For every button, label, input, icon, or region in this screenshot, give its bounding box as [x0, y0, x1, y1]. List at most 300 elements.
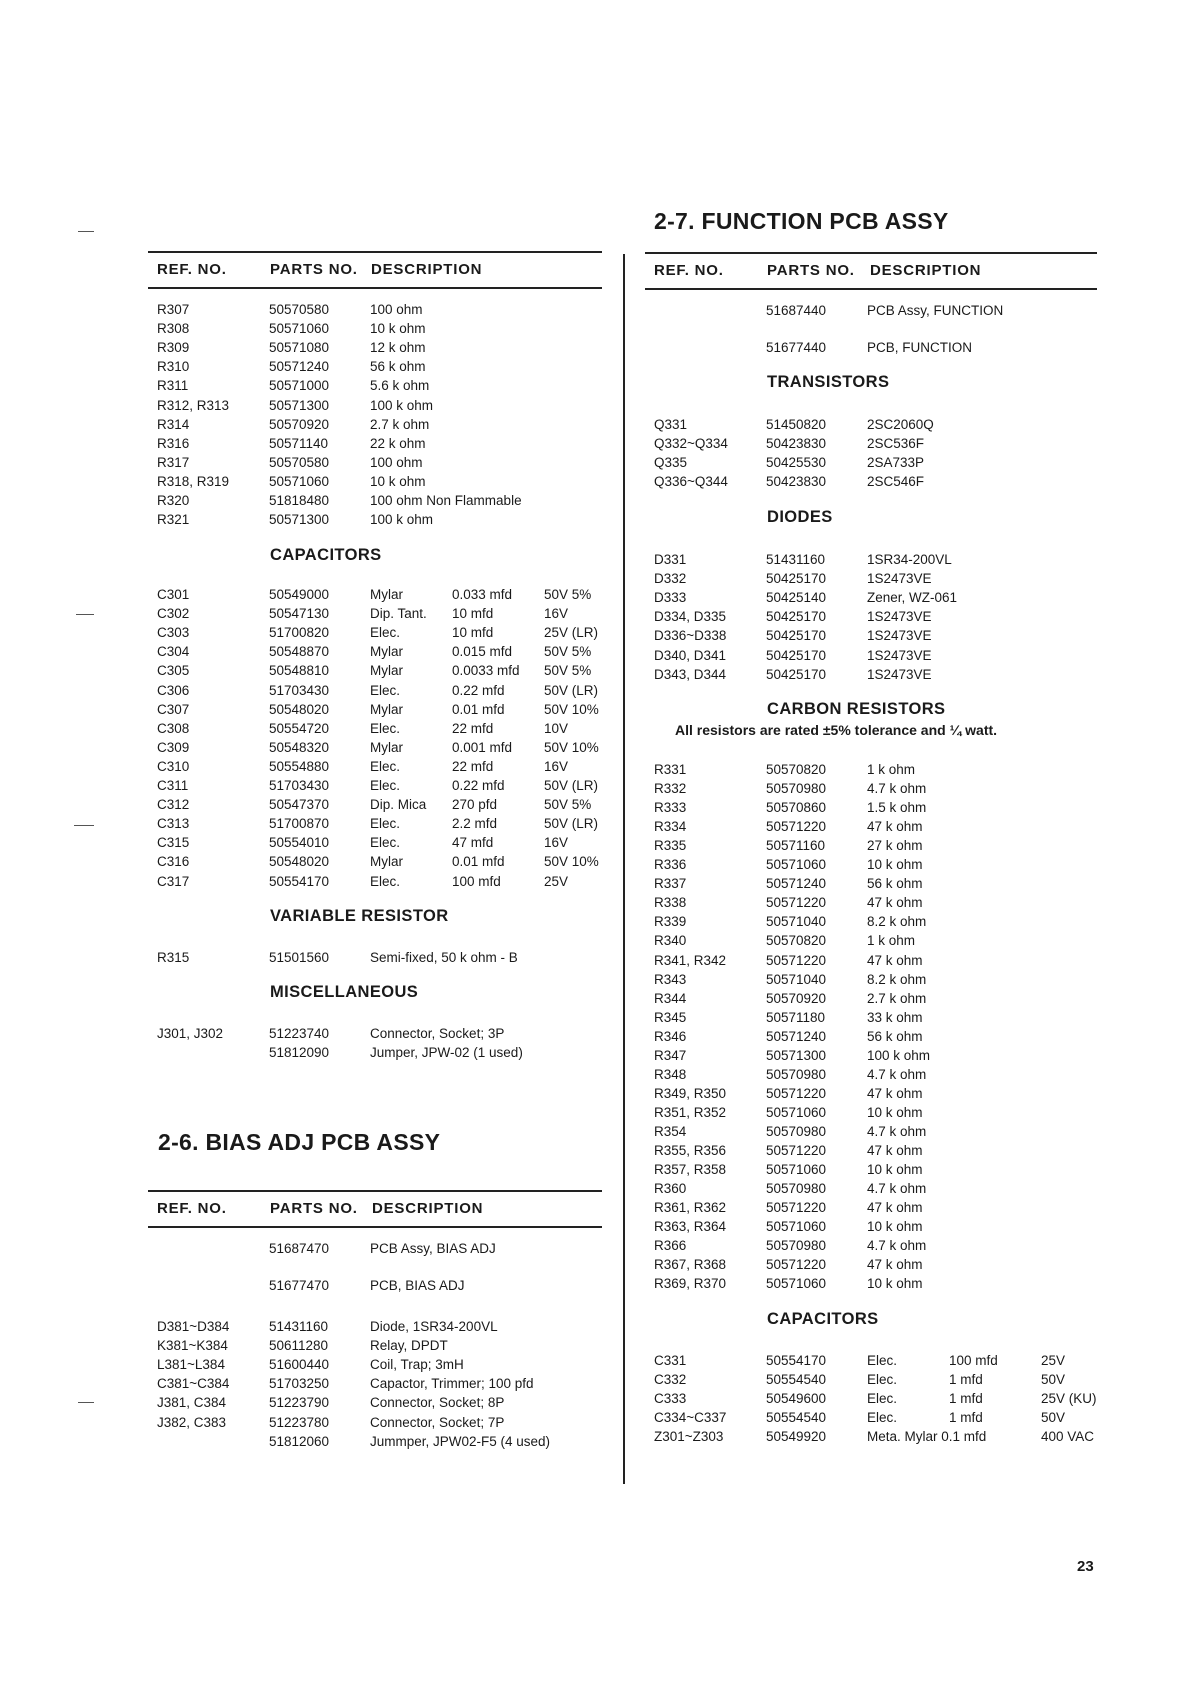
ref-no-cell: R357, R358: [654, 1162, 727, 1178]
ref-no-cell: C304: [157, 644, 190, 660]
ref-no-cell: R349, R350: [654, 1085, 727, 1101]
table-row: [654, 912, 1124, 931]
parts-no-cell: 50571300: [269, 397, 330, 413]
description-cell: Mylar: [370, 739, 403, 755]
ref-no-cell: R320: [157, 493, 190, 508]
ref-no-cell: R310: [157, 359, 190, 375]
ref-no-cell: D332: [654, 571, 687, 587]
parts-no-cell: 50548020: [269, 701, 330, 717]
ref-no-cell: L381~L384: [157, 1357, 225, 1373]
parts-no-cell: 50547130: [269, 606, 330, 622]
ref-no-cell: C332: [654, 1372, 687, 1388]
value-cell: 22 mfd: [452, 720, 494, 736]
rating-cell: 25V: [544, 873, 569, 889]
description-cell: 10 k ohm: [867, 1276, 923, 1292]
ref-no-cell: C316: [157, 854, 190, 870]
parts-no-cell: 50571060: [766, 857, 827, 873]
table-row: [157, 1043, 627, 1062]
description-cell: 47 k ohm: [867, 1143, 923, 1158]
description-cell: 4.7 k ohm: [867, 781, 927, 797]
description-cell: 100 ohm: [370, 302, 423, 317]
description-cell: PCB Assy, FUNCTION: [867, 303, 1004, 318]
table-row: [654, 817, 1124, 836]
parts-no-cell: 50554540: [766, 1410, 827, 1426]
table-row: [157, 1276, 627, 1295]
value-cell: 10 mfd: [452, 606, 494, 622]
parts-no-cell: 50571080: [269, 340, 330, 356]
parts-no-cell: 51450820: [766, 417, 827, 432]
parts-no-cell: 51812060: [269, 1433, 330, 1449]
table-row: [157, 376, 627, 395]
description-cell: 2SC2060Q: [867, 417, 934, 432]
description-cell: Elec.: [370, 682, 401, 698]
rating-cell: 16V: [544, 758, 569, 774]
value-cell: 1 mfd: [949, 1372, 983, 1388]
description-cell: Elec.: [867, 1372, 898, 1388]
table-row: [157, 585, 627, 604]
ref-no-cell: R315: [157, 950, 190, 965]
table-row: [157, 738, 627, 757]
ref-no-cell: R351, R352: [654, 1104, 727, 1120]
table-row: [654, 836, 1124, 855]
table-row: [654, 1274, 1124, 1293]
table-row: [654, 1141, 1124, 1160]
table-row: [654, 434, 1124, 453]
description-cell: Semi-fixed, 50 k ohm - B: [370, 950, 518, 965]
ref-no-cell: K381~K384: [157, 1338, 228, 1354]
parts-no-header: PARTS NO.: [767, 262, 855, 279]
description-cell: 33 k ohm: [867, 1009, 923, 1025]
rating-cell: 50V 5%: [544, 797, 592, 813]
table-row: [654, 338, 1124, 357]
ref-no-cell: R332: [654, 781, 687, 797]
parts-no-cell: 50554010: [269, 835, 330, 851]
left-capacitors-heading: CAPACITORS: [270, 546, 382, 564]
table-row: [157, 1024, 627, 1043]
description-cell: 4.7 k ohm: [867, 1238, 927, 1254]
rating-cell: 25V: [1041, 1353, 1066, 1368]
description-cell: PCB Assy, BIAS ADJ: [370, 1241, 496, 1256]
ref-no-cell: C306: [157, 682, 190, 698]
scan-mark: [76, 614, 94, 615]
parts-no-cell: 51703430: [269, 778, 330, 793]
parts-no-cell: 50425140: [766, 590, 827, 606]
table-row: [654, 1179, 1124, 1198]
ref-no-cell: C301: [157, 587, 190, 602]
description-cell: 47 k ohm: [867, 1200, 923, 1216]
table-row: [157, 948, 627, 967]
ref-no-header: REF. NO.: [654, 262, 724, 279]
ref-no-cell: R336: [654, 857, 687, 873]
description-cell: 1S2473VE: [867, 609, 932, 625]
parts-no-cell: 50554170: [269, 873, 330, 889]
transistors-heading: TRANSISTORS: [767, 373, 890, 391]
rating-cell: 25V (KU): [1041, 1391, 1097, 1407]
table-row: [654, 626, 1124, 645]
description-cell: 8.2 k ohm: [867, 971, 927, 987]
description-cell: 5.6 k ohm: [370, 378, 430, 394]
description-cell: Elec.: [370, 816, 401, 832]
parts-no-cell: 50571240: [269, 359, 330, 375]
carbon-resistors-note: All resistors are rated ±5% tolerance and ¼ watt.: [675, 722, 998, 738]
table-row: [157, 776, 627, 795]
parts-no-cell: 50549920: [766, 1429, 827, 1445]
table-row: [654, 665, 1124, 684]
parts-no-cell: 51501560: [269, 950, 330, 965]
ref-no-cell: D333: [654, 590, 687, 606]
parts-no-cell: 51818480: [269, 493, 330, 508]
parts-no-cell: 51700870: [269, 816, 330, 832]
ref-no-cell: Q335: [654, 455, 688, 471]
ref-no-cell: R307: [157, 302, 190, 317]
description-cell: Jummper, JPW02-F5 (4 used): [370, 1433, 551, 1449]
parts-no-cell: 50571180: [766, 1009, 826, 1025]
description-cell: 1.5 k ohm: [867, 800, 927, 816]
table-row: [157, 719, 627, 738]
value-cell: 2.2 mfd: [452, 816, 498, 832]
parts-no-cell: 50570980: [766, 1238, 827, 1254]
value-cell: 1 mfd: [949, 1410, 983, 1426]
description-cell: 10 k ohm: [867, 1162, 923, 1178]
table-row: [654, 874, 1124, 893]
description-cell: 100 ohm Non Flammable: [370, 493, 522, 508]
table-row: [157, 319, 627, 338]
ref-no-cell: R311: [157, 378, 189, 394]
ref-no-cell: R345: [654, 1009, 687, 1025]
table-row: [654, 1027, 1124, 1046]
rating-cell: 50V (LR): [544, 816, 599, 832]
description-cell: Elec.: [370, 835, 401, 851]
description-header: DESCRIPTION: [870, 262, 982, 279]
ref-no-cell: R321: [157, 512, 190, 528]
description-cell: Relay, DPDT: [370, 1338, 448, 1354]
description-cell: 47 k ohm: [867, 1085, 923, 1101]
parts-no-cell: 50548320: [269, 739, 330, 755]
parts-no-cell: 50571060: [269, 473, 330, 489]
value-cell: 100 mfd: [949, 1353, 998, 1368]
rating-cell: 50V 5%: [544, 587, 592, 602]
ref-no-cell: J382, C383: [157, 1414, 227, 1430]
ref-no-cell: C312: [157, 797, 190, 813]
parts-no-cell: 50611280: [269, 1338, 329, 1354]
description-cell: 1S2473VE: [867, 666, 932, 682]
parts-no-cell: 50549000: [269, 587, 330, 602]
table-row: [654, 779, 1124, 798]
parts-no-cell: 51677470: [269, 1278, 330, 1293]
ref-no-cell: C381~C384: [157, 1376, 230, 1392]
value-cell: 270 pfd: [452, 797, 498, 813]
description-cell: 47 k ohm: [867, 819, 923, 835]
table-row: [654, 646, 1124, 665]
table-row: [654, 989, 1124, 1008]
description-cell: 47 k ohm: [867, 1257, 923, 1273]
table-row: [157, 833, 627, 852]
scan-mark: [78, 1402, 94, 1403]
ref-no-cell: D343, D344: [654, 666, 727, 682]
rating-cell: 10V: [544, 720, 569, 736]
parts-no-cell: 50570920: [766, 990, 827, 1006]
parts-no-cell: 50423830: [766, 474, 827, 490]
description-cell: Elec.: [370, 758, 401, 774]
table-row: [157, 1239, 627, 1258]
table-row: [157, 1413, 627, 1432]
description-cell: 2.7 k ohm: [370, 416, 430, 432]
description-cell: Meta. Mylar 0.1 mfd: [867, 1429, 987, 1445]
table-row: [654, 1389, 1124, 1408]
ref-no-cell: R335: [654, 838, 687, 854]
table-row: [654, 1046, 1124, 1065]
parts-no-cell: 50570820: [766, 933, 827, 949]
ref-no-cell: R317: [157, 454, 190, 470]
parts-no-cell: 50571240: [766, 876, 827, 892]
ref-no-cell: C303: [157, 625, 190, 641]
ref-no-cell: R367, R368: [654, 1257, 727, 1273]
parts-no-cell: 50554170: [766, 1353, 827, 1368]
description-cell: 27 k ohm: [867, 838, 923, 854]
table-row: [654, 550, 1124, 569]
table-row: [654, 893, 1124, 912]
ref-no-cell: Q336~Q344: [654, 474, 728, 490]
table-row: [654, 453, 1124, 472]
table-row: [157, 872, 627, 891]
description-cell: 1 k ohm: [867, 933, 916, 949]
parts-no-cell: 50570580: [269, 302, 330, 317]
rating-cell: 16V: [544, 606, 569, 622]
parts-no-cell: 50547370: [269, 797, 330, 813]
value-cell: 0.0033 mfd: [452, 663, 520, 679]
parts-no-header: PARTS NO.: [270, 1200, 358, 1217]
parts-no-cell: 50571300: [766, 1047, 827, 1063]
rating-cell: 50V (LR): [544, 778, 599, 793]
ref-no-cell: C302: [157, 606, 190, 622]
description-cell: Zener, WZ-061: [867, 590, 958, 606]
description-cell: Dip. Tant.: [370, 606, 427, 622]
ref-no-cell: R333: [654, 800, 687, 816]
parts-no-cell: 50571220: [766, 895, 827, 911]
table-row: [157, 700, 627, 719]
function-capacitors-heading: CAPACITORS: [767, 1310, 879, 1328]
ref-no-cell: R346: [654, 1028, 687, 1044]
parts-no-cell: 51700820: [269, 625, 330, 641]
ref-no-cell: R308: [157, 321, 190, 337]
ref-no-cell: C331: [654, 1353, 687, 1368]
value-cell: 0.22 mfd: [452, 682, 505, 698]
description-cell: Capactor, Trimmer; 100 pfd: [370, 1376, 534, 1392]
rating-cell: 50V: [1041, 1410, 1066, 1426]
parts-no-cell: 50571040: [766, 914, 827, 930]
description-cell: 47 k ohm: [867, 895, 923, 911]
description-cell: 100 k ohm: [867, 1047, 931, 1063]
description-cell: Mylar: [370, 644, 403, 660]
ref-no-cell: R366: [654, 1238, 687, 1254]
parts-no-cell: 51600440: [269, 1357, 330, 1373]
parts-no-cell: 50571240: [766, 1028, 827, 1044]
description-cell: Mylar: [370, 701, 403, 717]
variable-resistor-heading: VARIABLE RESISTOR: [270, 907, 449, 925]
description-cell: Connector, Socket; 8P: [370, 1395, 505, 1411]
parts-no-cell: 50570920: [269, 416, 330, 432]
ref-no-cell: C315: [157, 835, 190, 851]
table-row: [157, 623, 627, 642]
parts-no-cell: 50571220: [766, 819, 827, 835]
ref-no-cell: R355, R356: [654, 1143, 727, 1158]
table-row: [654, 1427, 1124, 1446]
ref-no-cell: R361, R362: [654, 1200, 727, 1216]
value-cell: 0.033 mfd: [452, 587, 513, 602]
rating-cell: 50V (LR): [544, 682, 599, 698]
rating-cell: 50V 10%: [544, 701, 599, 717]
description-cell: 2SC536F: [867, 436, 925, 452]
table-row: [654, 798, 1124, 817]
ref-no-cell: C313: [157, 816, 190, 832]
parts-no-cell: 50571040: [766, 971, 827, 987]
ref-no-cell: D336~D338: [654, 628, 727, 644]
parts-no-cell: 51703250: [269, 1376, 330, 1392]
parts-no-cell: 51431160: [766, 552, 826, 567]
parts-no-cell: 51431160: [269, 1319, 329, 1334]
table-row: [654, 1065, 1124, 1084]
value-cell: 47 mfd: [452, 835, 494, 851]
ref-no-cell: Q331: [654, 417, 688, 432]
bias-table-header: [148, 1190, 602, 1228]
table-row: [654, 1236, 1124, 1255]
value-cell: 100 mfd: [452, 873, 501, 889]
parts-no-cell: 50571060: [766, 1162, 827, 1178]
scan-mark: [74, 825, 94, 826]
description-cell: 10 k ohm: [867, 1104, 923, 1120]
page-number: 23: [1077, 1558, 1094, 1575]
description-cell: 56 k ohm: [867, 876, 923, 892]
parts-no-cell: 50548870: [269, 644, 330, 660]
ref-no-cell: D334, D335: [654, 609, 727, 625]
ref-no-cell: D340, D341: [654, 647, 727, 663]
description-cell: 10 k ohm: [370, 321, 426, 337]
ref-no-cell: C311: [157, 778, 189, 793]
ref-no-cell: R369, R370: [654, 1276, 727, 1292]
ref-no-cell: R337: [654, 876, 687, 892]
ref-no-cell: R309: [157, 340, 190, 356]
ref-no-cell: R334: [654, 819, 687, 835]
table-row: [157, 453, 627, 472]
ref-no-cell: C309: [157, 739, 190, 755]
description-cell: 100 ohm: [370, 454, 423, 470]
ref-no-cell: R340: [654, 933, 687, 949]
table-row: [654, 1217, 1124, 1236]
description-cell: 56 k ohm: [867, 1028, 923, 1044]
ref-no-cell: Z301~Z303: [654, 1429, 724, 1445]
parts-no-cell: 50425170: [766, 666, 827, 682]
parts-no-cell: 50571220: [766, 1085, 827, 1101]
description-cell: Elec.: [370, 778, 401, 793]
ref-no-cell: J301, J302: [157, 1026, 224, 1041]
description-cell: 1S2473VE: [867, 628, 932, 644]
ref-no-cell: R341, R342: [654, 952, 727, 968]
description-cell: Jumper, JPW-02 (1 used): [370, 1045, 523, 1061]
parts-no-cell: 50554720: [269, 720, 330, 736]
parts-no-cell: 50548020: [269, 854, 330, 870]
parts-no-cell: 50549600: [766, 1391, 827, 1407]
ref-no-cell: Q332~Q334: [654, 436, 728, 452]
carbon-resistors-heading: CARBON RESISTORS: [767, 700, 946, 718]
function-table-header: [645, 252, 1097, 290]
description-cell: Diode, 1SR34-200VL: [370, 1319, 498, 1334]
description-cell: 4.7 k ohm: [867, 1123, 927, 1139]
description-cell: Elec.: [370, 625, 401, 641]
table-row: [654, 1008, 1124, 1027]
description-cell: Elec.: [867, 1410, 898, 1426]
rating-cell: 50V 5%: [544, 663, 592, 679]
value-cell: 0.01 mfd: [452, 854, 505, 870]
description-cell: Elec.: [370, 873, 401, 889]
parts-no-cell: 50571060: [766, 1104, 827, 1120]
description-cell: Connector, Socket; 3P: [370, 1026, 505, 1041]
table-row: [157, 300, 627, 319]
table-row: [654, 1408, 1124, 1427]
description-cell: Dip. Mica: [370, 797, 427, 813]
ref-no-cell: R312, R313: [157, 397, 230, 413]
description-cell: 100 k ohm: [370, 512, 434, 528]
parts-no-header: PARTS NO.: [270, 261, 358, 278]
description-cell: 1SR34-200VL: [867, 552, 952, 567]
ref-no-cell: C305: [157, 663, 190, 679]
parts-no-cell: 51223790: [269, 1395, 330, 1411]
table-row: [157, 415, 627, 434]
description-cell: PCB, FUNCTION: [867, 340, 973, 355]
parts-no-cell: 51677440: [766, 340, 827, 355]
ref-no-cell: C317: [157, 873, 190, 889]
description-cell: Elec.: [867, 1391, 898, 1407]
table-row: [654, 1084, 1124, 1103]
ref-no-cell: C308: [157, 720, 190, 736]
description-cell: 47 k ohm: [867, 952, 923, 968]
description-cell: Elec.: [370, 720, 401, 736]
table-row: [654, 1122, 1124, 1141]
description-cell: 10 k ohm: [867, 1219, 923, 1235]
ref-no-cell: R344: [654, 990, 687, 1006]
table-row: [654, 1370, 1124, 1389]
value-cell: 10 mfd: [452, 625, 494, 641]
ref-no-cell: R339: [654, 914, 687, 930]
parts-no-cell: 50425170: [766, 628, 827, 644]
parts-no-cell: 51223780: [269, 1414, 330, 1430]
rating-cell: 50V 10%: [544, 854, 599, 870]
description-cell: 2.7 k ohm: [867, 990, 927, 1006]
rating-cell: 16V: [544, 835, 569, 851]
parts-no-cell: 50571220: [766, 1257, 827, 1273]
rating-cell: 50V 5%: [544, 644, 592, 660]
table-row: [157, 338, 627, 357]
parts-no-cell: 50571060: [766, 1219, 827, 1235]
table-row: [654, 760, 1124, 779]
ref-no-header: REF. NO.: [157, 261, 227, 278]
ref-no-cell: D331: [654, 552, 687, 567]
parts-no-cell: 50571140: [269, 435, 329, 451]
description-cell: 56 k ohm: [370, 359, 426, 375]
ref-no-header: REF. NO.: [157, 1200, 227, 1217]
table-row: [654, 588, 1124, 607]
ref-no-cell: R348: [654, 1066, 687, 1082]
left-table-header: [148, 251, 602, 289]
ref-no-cell: J381, C384: [157, 1395, 227, 1411]
value-cell: 0.015 mfd: [452, 644, 513, 660]
table-row: [654, 607, 1124, 626]
parts-no-cell: 51223740: [269, 1026, 330, 1041]
parts-no-cell: 50570980: [766, 1066, 827, 1082]
table-row: [157, 1393, 627, 1412]
table-row: [157, 661, 627, 680]
table-row: [157, 434, 627, 453]
table-row: [654, 1198, 1124, 1217]
